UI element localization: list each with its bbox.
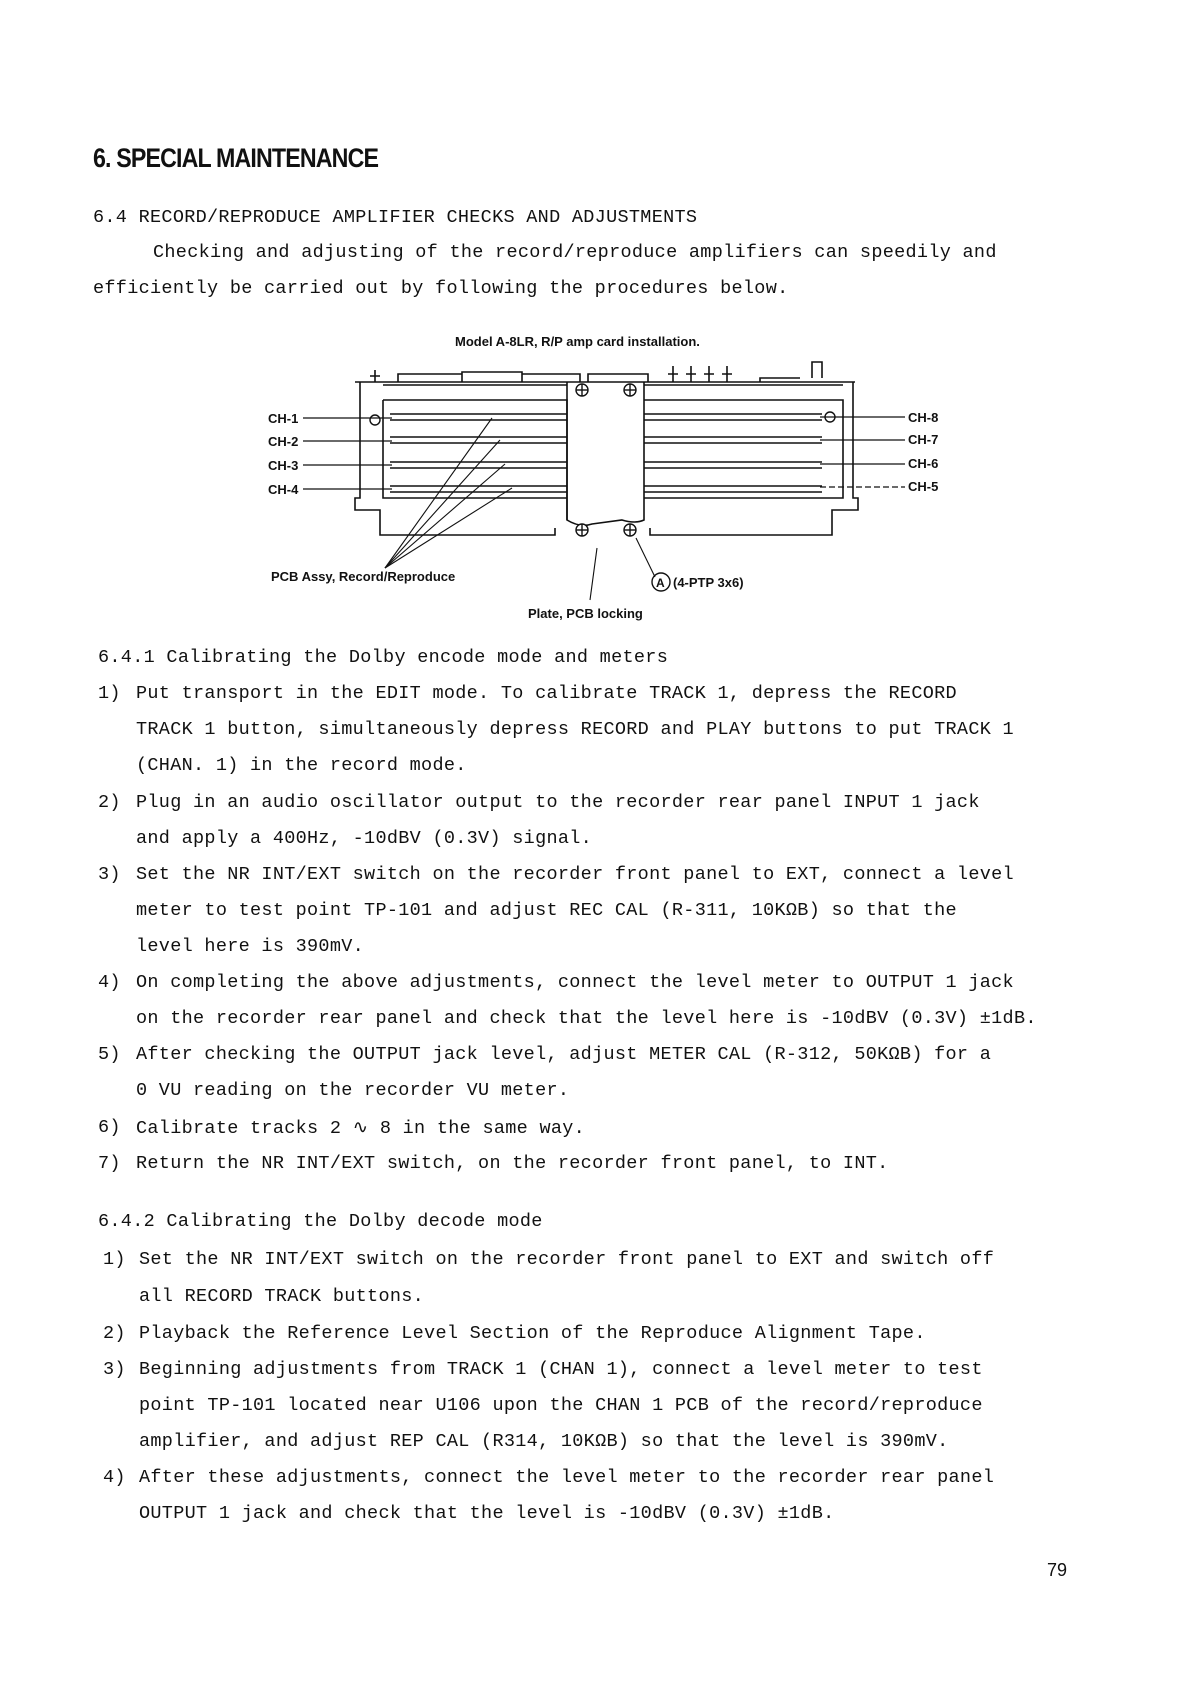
intro-line-2: efficiently be carried out by following the procedures below. [93, 278, 789, 299]
step-num: 2) [103, 1323, 126, 1344]
step-line: amplifier, and adjust REP CAL (R314, 10KΩB) so that the level is 390mV. [139, 1431, 949, 1452]
step-line: point TP-101 located near U106 upon the CHAN 1 PCB of the record/reproduce [139, 1395, 983, 1416]
step-line: Set the NR INT/EXT switch on the recorder front panel to EXT, connect a level [136, 864, 1014, 885]
label-ch-7: CH-7 [908, 432, 939, 447]
label-ch-2: CH-2 [268, 434, 299, 449]
label-ch-4: CH-4 [268, 482, 299, 497]
step-line: OUTPUT 1 jack and check that the level is -10dBV (0.3V) ±1dB. [139, 1503, 835, 1524]
step-num: 6) [98, 1117, 121, 1138]
step-line: 0 VU reading on the recorder VU meter. [136, 1080, 570, 1101]
step-line: all RECORD TRACK buttons. [139, 1286, 425, 1307]
label-ch-1: CH-1 [268, 411, 299, 426]
step-num: 7) [98, 1153, 121, 1174]
step-line: After checking the OUTPUT jack level, adjust METER CAL (R-312, 50KΩB) for a [136, 1044, 992, 1065]
intro-line-1: Checking and adjusting of the record/reproduce amplifiers can speedily and [153, 242, 997, 263]
step-num: 2) [98, 792, 121, 813]
step-line: Playback the Reference Level Section of the Reproduce Alignment Tape. [139, 1323, 926, 1344]
right-leader-lines [820, 417, 905, 487]
step-num: 4) [98, 972, 121, 993]
label-ch-8: CH-8 [908, 410, 939, 425]
step-line: Beginning adjustments from TRACK 1 (CHAN 1), connect a level meter to test [139, 1359, 983, 1380]
subsection-heading: 6.4 RECORD/REPRODUCE AMPLIFIER CHECKS AND ADJUSTMENTS [93, 207, 698, 228]
figure-rp-amp-card-installation [0, 0, 1190, 640]
step-num: 1) [98, 683, 121, 704]
step-line: Return the NR INT/EXT switch, on the recorder front panel, to INT. [136, 1153, 889, 1174]
step-line: On completing the above adjustments, connect the level meter to OUTPUT 1 jack [136, 972, 1014, 993]
label-plate-pcb-locking: Plate, PCB locking [528, 606, 643, 621]
step-num: 1) [103, 1249, 126, 1270]
circled-a-letter: A [656, 576, 665, 590]
step-line: (CHAN. 1) in the record mode. [136, 755, 467, 776]
step-line: Set the NR INT/EXT switch on the recorder front panel to EXT and switch off [139, 1249, 995, 1270]
step-num: 4) [103, 1467, 126, 1488]
step-num: 3) [103, 1359, 126, 1380]
label-ch-6: CH-6 [908, 456, 939, 471]
page-number: 79 [1047, 1560, 1068, 1580]
label-pcb-assy: PCB Assy, Record/Reproduce [271, 569, 456, 584]
step-line: Put transport in the EDIT mode. To calibrate TRACK 1, depress the RECORD [136, 683, 957, 704]
section-title: 6. SPECIAL MAINTENANCE [93, 143, 379, 173]
screw-icons [370, 384, 835, 536]
label-ch-3: CH-3 [268, 458, 299, 473]
screw-callout [652, 573, 744, 591]
step-line: and apply a 400Hz, -10dBV (0.3V) signal. [136, 828, 593, 849]
step-line: on the recorder rear panel and check that the level here is -10dBV (0.3V) ±1dB. [136, 1008, 1037, 1029]
figure-caption: Model A-8LR, R/P amp card installation. [455, 334, 700, 349]
left-pcb-cards [390, 414, 567, 492]
left-leader-lines [303, 418, 392, 489]
step-line: After these adjustments, connect the level meter to the recorder rear panel [139, 1467, 995, 1488]
step-line: TRACK 1 button, simultaneously depress RECORD and PLAY buttons to put TRACK 1 [136, 719, 1014, 740]
chassis-outline [355, 362, 858, 535]
step-num: 5) [98, 1044, 121, 1065]
step-line: meter to test point TP-101 and adjust REC CAL (R-311, 10KΩB) so that the [136, 900, 957, 921]
right-pcb-cards [644, 414, 822, 492]
label-ch-5: CH-5 [908, 479, 939, 494]
label-screw-spec: (4-PTP 3x6) [673, 575, 744, 590]
heading-6-4-2: 6.4.2 Calibrating the Dolby decode mode [98, 1211, 543, 1232]
left-channel-labels [268, 411, 299, 497]
figure-diagram [0, 0, 1190, 640]
step-num: 3) [98, 864, 121, 885]
step-line: Calibrate tracks 2 ∿ 8 in the same way. [136, 1118, 586, 1139]
right-channel-labels [908, 410, 938, 494]
step-line: level here is 390mV. [136, 936, 365, 957]
heading-6-4-1: 6.4.1 Calibrating the Dolby encode mode and meters [98, 647, 669, 668]
step-line: Plug in an audio oscillator output to the recorder rear panel INPUT 1 jack [136, 792, 980, 813]
